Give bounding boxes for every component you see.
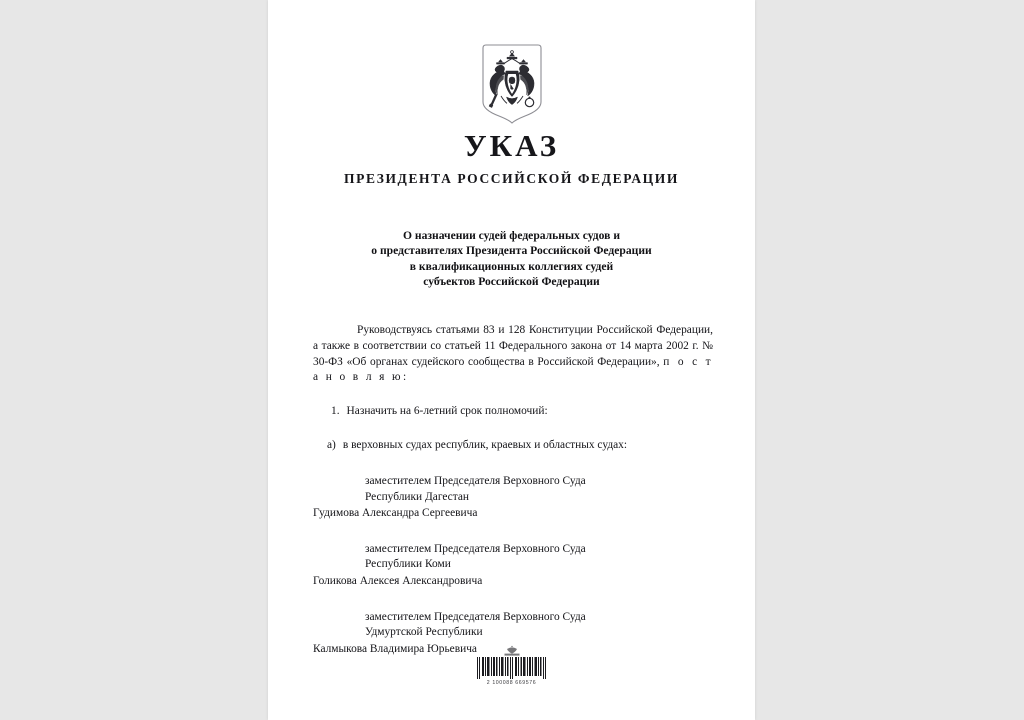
appointment-court: Удмуртской Республики	[365, 626, 483, 639]
decree-verb: п о с т а н о в л я ю:	[313, 355, 713, 384]
page-subtitle: ПРЕЗИДЕНТА РОССИЙСКОЙ ФЕДЕРАЦИИ	[344, 171, 679, 186]
document-body	[313, 312, 713, 657]
page-title: УКАЗ	[463, 128, 560, 163]
subclause-a-letter: а)	[327, 439, 336, 452]
preamble-text: Руководствуясь статьями 83 и 128 Конституции Российской Федерации, а также в соответствии со статьей 11 Федерального закона от 14 марта 2002 г. № 30-ФЗ «Об органах судейского сообщества в Российской Федерации»,	[313, 324, 713, 368]
appointment-entry	[313, 474, 713, 522]
subclause-a	[313, 438, 713, 454]
barcode-container	[268, 645, 755, 686]
decree-heading-line-3: в квалификационных коллегиях судей	[409, 259, 614, 273]
russian-coat-of-arms-icon	[479, 44, 545, 124]
appointment-post: заместителем Председателя Верховного Суда	[365, 474, 586, 487]
subclause-a-text: в верховных судах республик, краевых и областных судах:	[342, 439, 628, 452]
appointment-entry	[313, 542, 713, 590]
clause-1-text: Назначить на 6-летний срок полномочий:	[346, 404, 548, 417]
barcode-icon	[476, 657, 548, 679]
clause-1	[313, 404, 713, 420]
appointment-post: заместителем Председателя Верховного Суда	[365, 542, 586, 555]
appointment-person: Голикова Алексея Александровича	[313, 574, 483, 587]
appointment-court: Республики Дагестан	[365, 490, 470, 503]
appointment-post: заместителем Председателя Верховного Суда	[365, 610, 586, 623]
decree-heading-line-2: о представителях Президента Российской Федерации	[371, 244, 652, 258]
small-eagle-mark-icon	[504, 645, 520, 656]
decree-heading-line-4: субъектов Российской Федерации	[423, 275, 600, 289]
emblem-container	[268, 44, 755, 124]
document-page	[268, 0, 755, 720]
appointment-person: Гудимова Александра Сергеевича	[313, 507, 478, 520]
clause-1-number: 1.	[331, 404, 340, 417]
decree-heading-line-1: О назначении судей федеральных судов и	[402, 229, 621, 242]
appointment-court: Республики Коми	[365, 558, 451, 571]
appointment-person: Калмыкова Владимира Юрьевича	[313, 642, 477, 655]
decree-heading	[308, 228, 715, 290]
barcode-digits: 2 100088 669576	[486, 680, 537, 686]
preamble-paragraph	[313, 323, 713, 385]
